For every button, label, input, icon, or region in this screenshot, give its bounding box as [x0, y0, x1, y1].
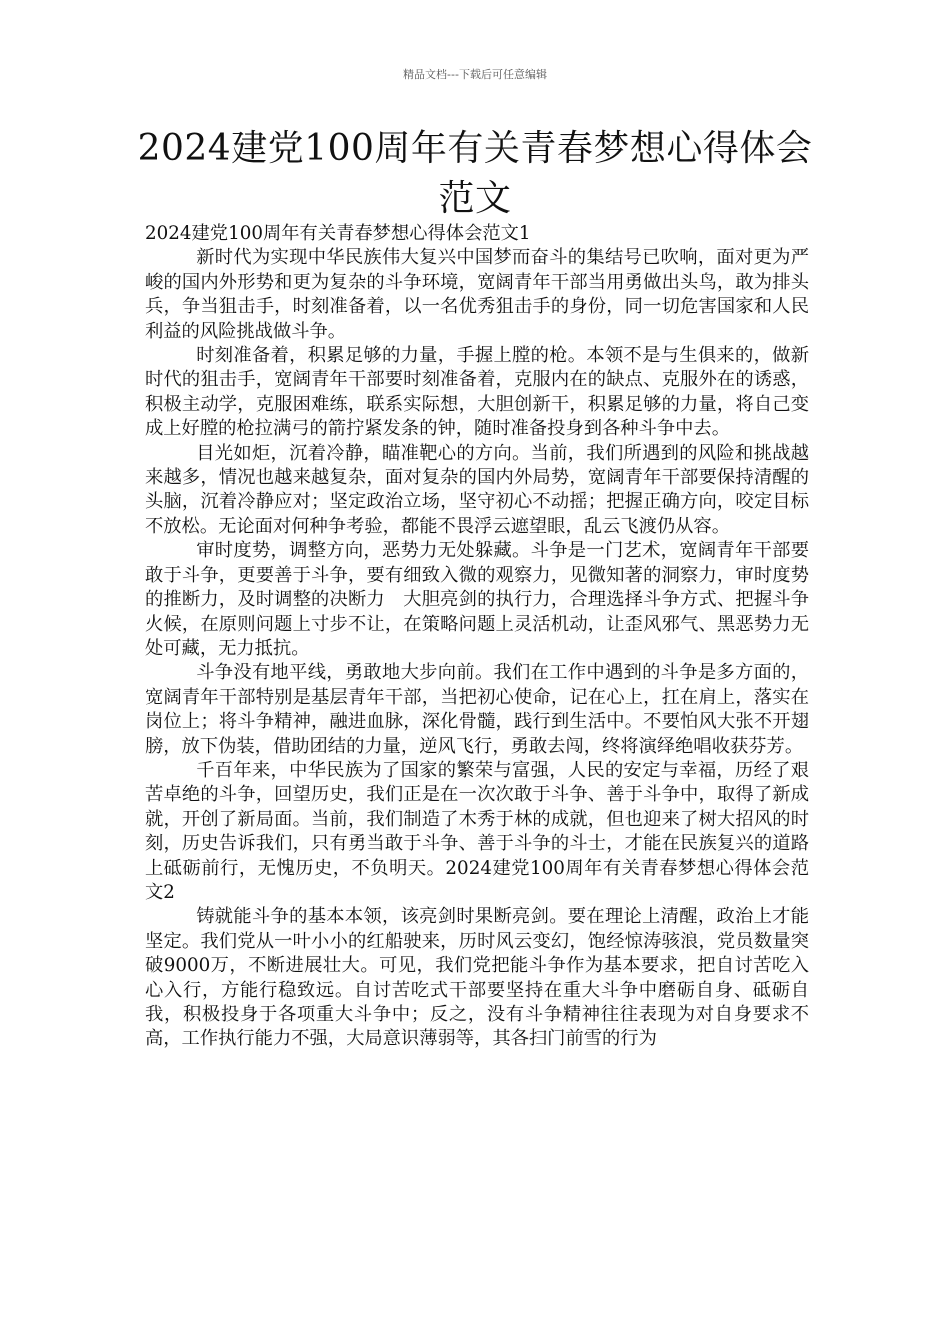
paragraph-2: 时刻准备着，积累足够的力量，手握上膛的枪。本领不是与生俱来的，做新时代的狙击手，宽阔青年干部要时刻准备着，克服内在的缺点、克服外在的诱惑，积极主动学，克服困难练，联系实际想，大胆创新干，积累足够的力量，将自己变成上好膛的枪拉满弓的箭拧紧发条的钟，随时准备投身到各种斗争中去。	[145, 345, 809, 440]
document-title: 2024建党100周年有关青春梦想心得体会范文	[137, 128, 813, 219]
paragraph-6: 千百年来，中华民族为了国家的繁荣与富强，人民的安定与幸福，历经了艰苦卓绝的斗争，回望历史，我们正是在一次次敢于斗争、善于斗争中，取得了新成就，开创了新局面。当前，我们制造了木秀于林的成就，但也迎来了树大招风的时刻，历史告诉我们，只有勇当敢于斗争、善于斗争的斗士，才能在民族复兴的道路上砥砺前行，无愧历史，不负明天。2024建党100周年有关青春梦想心得体会范文2	[145, 759, 809, 903]
paragraph-4: 审时度势，调整方向，恶势力无处躲藏。斗争是一门艺术，宽阔青年干部要敢于斗争，更要善于斗争，要有细致入微的观察力，见微知著的洞察力，审时度势的推断力，及时调整的决断力 大胆亮剑的执行力，合理选择斗争方式、把握斗争火候，在原则问题上寸步不让，在策略问题上灵活机动，让歪风邪气、黑恶势力无处可藏，无力抵抗。	[145, 540, 809, 659]
paragraph-7: 铸就能斗争的基本本领，该亮剑时果断亮剑。要在理论上清醒，政治上才能坚定。我们党从一叶小小的红船驶来，历时风云变幻，饱经惊涛骇浪，党员数量突破9000万，不断进展壮大。可见，我们党把能斗争作为基本要求，把自讨苦吃入心入行，方能行稳致远。自讨苦吃式干部要坚持在重大斗争中磨砺自身、砥砺自我，积极投身于各项重大斗争中；反之，没有斗争精神往往表现为对自身要求不高，工作执行能力不强，大局意识薄弱等，其各扫门前雪的行为	[145, 906, 809, 1050]
paragraph-1: 新时代为实现中华民族伟大复兴中国梦而奋斗的集结号已吹响，面对更为严峻的国内外形势和更为复杂的斗争环境，宽阔青年干部当用勇做出头鸟，敢为排头兵，争当狙击手，时刻准备着，以一名优秀狙击手的身份，同一切危害国家和人民利益的风险挑战做斗争。	[145, 247, 809, 342]
section-heading-1: 2024建党100周年有关青春梦想心得体会范文1	[145, 223, 531, 244]
page-header: 精品文档---下载后可任意编辑	[403, 68, 547, 81]
document-body	[145, 222, 809, 1052]
paragraph-5: 斗争没有地平线，勇敢地大步向前。我们在工作中遇到的斗争是多方面的，宽阔青年干部特别是基层青年干部，当把初心使命，记在心上，扛在肩上，落实在岗位上；将斗争精神，融进血脉，深化骨髓，践行到生活中。不要怕风大张不开翅膀，放下伪装，借助团结的力量，逆风飞行，勇敢去闯，终将演绎绝唱收获芬芳。	[145, 662, 809, 757]
paragraph-3: 目光如炬，沉着冷静，瞄准靶心的方向。当前，我们所遇到的风险和挑战越来越多，情况也越来越复杂，面对复杂的国内外局势，宽阔青年干部要保持清醒的头脑，沉着冷静应对；坚定政治立场，坚守初心不动摇；把握正确方向，咬定目标不放松。无论面对何种争考验，都能不畏浮云遮望眼，乱云飞渡仍从容。	[145, 442, 809, 537]
